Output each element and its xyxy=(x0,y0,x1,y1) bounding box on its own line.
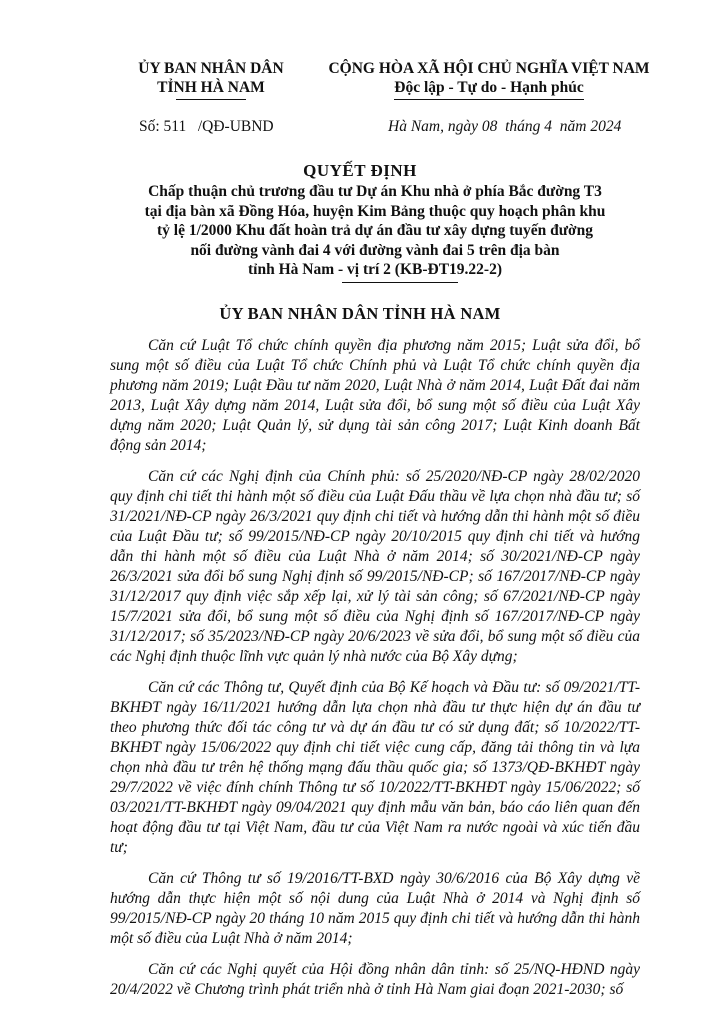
issuing-authority-line1: ỦY BAN NHÂN DÂN xyxy=(138,60,284,77)
national-title xyxy=(318,59,660,97)
legal-basis-paragraph: Căn cứ Luật Tổ chức chính quyền địa phương năm 2015; Luật sửa đổi, bổ sung một số điều của Luật Tổ chức Chính phủ và Luật Tổ chức chính quyền địa phương năm 2019; Luật Đầu tư năm 2020, Luật Nhà ở năm 2014, Luật Đất đai năm 2013, Luật Xây dựng năm 2014, Luật sửa đổi, bổ sung một số điều của Luật Xây dựng năm 2020; Luật Quản lý, sử dụng tài sản công 2017; Luật Kinh doanh Bất động sản 2014; xyxy=(110,337,640,454)
document-date: Hà Nam, ngày 08 tháng 4 năm 2024 xyxy=(388,118,622,135)
document-title: QUYẾT ĐỊNH xyxy=(303,161,417,180)
issuing-authority-line2 xyxy=(157,78,265,97)
issuing-authority xyxy=(118,59,304,97)
legal-basis-paragraph: Căn cứ Thông tư số 19/2016/TT-BXD ngày 30/6/2016 của Bộ Xây dựng về hướng dẫn thực hiện một số nội dung của Luật Nhà ở 2014 và Nghị định số 99/2015/NĐ-CP ngày 20 tháng 10 năm 2015 quy định chi tiết và hướng dẫn thi hành một số điều của Luật Nhà ở năm 2014; xyxy=(110,870,640,947)
legal-basis-paragraph: Căn cứ các Nghị định của Chính phủ: số 25/2020/NĐ-CP ngày 28/02/2020 quy định chi tiết thi hành một số điều của Luật Đấu thầu về lựa chọn nhà đầu tư; số 31/2021/NĐ-CP ngày 26/3/2021 quy định chi tiết và hướng dẫn thi hành một số điều của Luật Đầu tư; số 99/2015/NĐ-CP ngày 20/10/2015 quy định chi tiết và hướng dẫn thi hành một số điều của Luật Nhà ở năm 2014; số 30/2021/NĐ-CP ngày 26/3/2021 sửa đổi bổ sung Nghị định số 99/2015/NĐ-CP; số 167/2017/NĐ-CP ngày 31/12/2017 quy định việc sắp xếp lại, xử lý tài sản công; số 67/2021/NĐ-CP ngày 15/7/2021 sửa đổi, bổ sung một số điều của Nghị định số 167/2017/NĐ-CP ngày 31/12/2017; số 35/2023/NĐ-CP ngày 20/6/2023 về sửa đổi, bổ sung một số điều của các Nghị định thuộc lĩnh vực quản lý nhà nước của Bộ Xây dựng; xyxy=(110,468,640,665)
subject-line: tỉnh Hà Nam - vị trí 2 (KB-ĐT19.22-2) xyxy=(247,261,502,278)
motto-underline xyxy=(394,99,583,100)
document-subject xyxy=(110,182,640,280)
issuing-authority-province: TỈNH HÀ NAM xyxy=(157,79,265,96)
subject-line: tỷ lệ 1/2000 Khu đất hoàn trả dự án đầu tư xây dựng tuyến đường xyxy=(157,222,593,239)
legal-basis-paragraph: Căn cứ các Thông tư, Quyết định của Bộ Kế hoạch và Đầu tư: số 09/2021/TT-BKHĐT ngày 16/11/2021 hướng dẫn lựa chọn nhà đầu tư thực hiện dự án đầu tư theo phương thức đối tác công tư và dự án đầu tư có sử dụng đất; số 10/2022/TT-BKHĐT ngày 15/06/2022 quy định chi tiết việc cung cấp, đăng tải thông tin và lựa chọn nhà đầu tư trên hệ thống mạng đấu thầu quốc gia; số 1373/QĐ-BKHĐT ngày 29/7/2022 về việc đính chính Thông tư số 10/2022/TT-BKHĐT ngày 15/06/2022; số 03/2021/TT-BKHĐT ngày 09/04/2021 quy định mẫu văn bản, báo cáo liên quan đến hoạt động đầu tư tại Việt Nam, đầu tư của Việt Nam ra nước ngoài và xúc tiến đầu tư; xyxy=(110,679,640,856)
subject-line: nối đường vành đai 4 với đường vành đai 5 trên địa bàn xyxy=(190,241,560,259)
decision-authority-heading: ỦY BAN NHÂN DÂN TỈNH HÀ NAM xyxy=(219,304,501,323)
legal-basis-body xyxy=(110,336,640,1011)
authority-underline xyxy=(176,99,246,100)
subject-line: Chấp thuận chủ trương đầu tư Dự án Khu nhà ở phía Bắc đường T3 xyxy=(148,183,602,200)
document-number: Số: 511 /QĐ-UBND xyxy=(139,118,274,135)
legal-basis-paragraph: Căn cứ các Nghị quyết của Hội đồng nhân dân tỉnh: số 25/NQ-HĐND ngày 20/4/2022 về Chương trình phát triển nhà ở tỉnh Hà Nam giai đoạn 2021-2030; số xyxy=(110,961,640,998)
national-motto-text: Độc lập - Tự do - Hạnh phúc xyxy=(394,79,584,96)
subject-underline xyxy=(342,282,458,283)
national-name: CỘNG HÒA XÃ HỘI CHỦ NGHĨA VIỆT NAM xyxy=(328,60,650,77)
national-motto xyxy=(394,78,583,97)
subject-line: tại địa bàn xã Đồng Hóa, huyện Kim Bảng thuộc quy hoạch phân khu xyxy=(144,202,606,220)
